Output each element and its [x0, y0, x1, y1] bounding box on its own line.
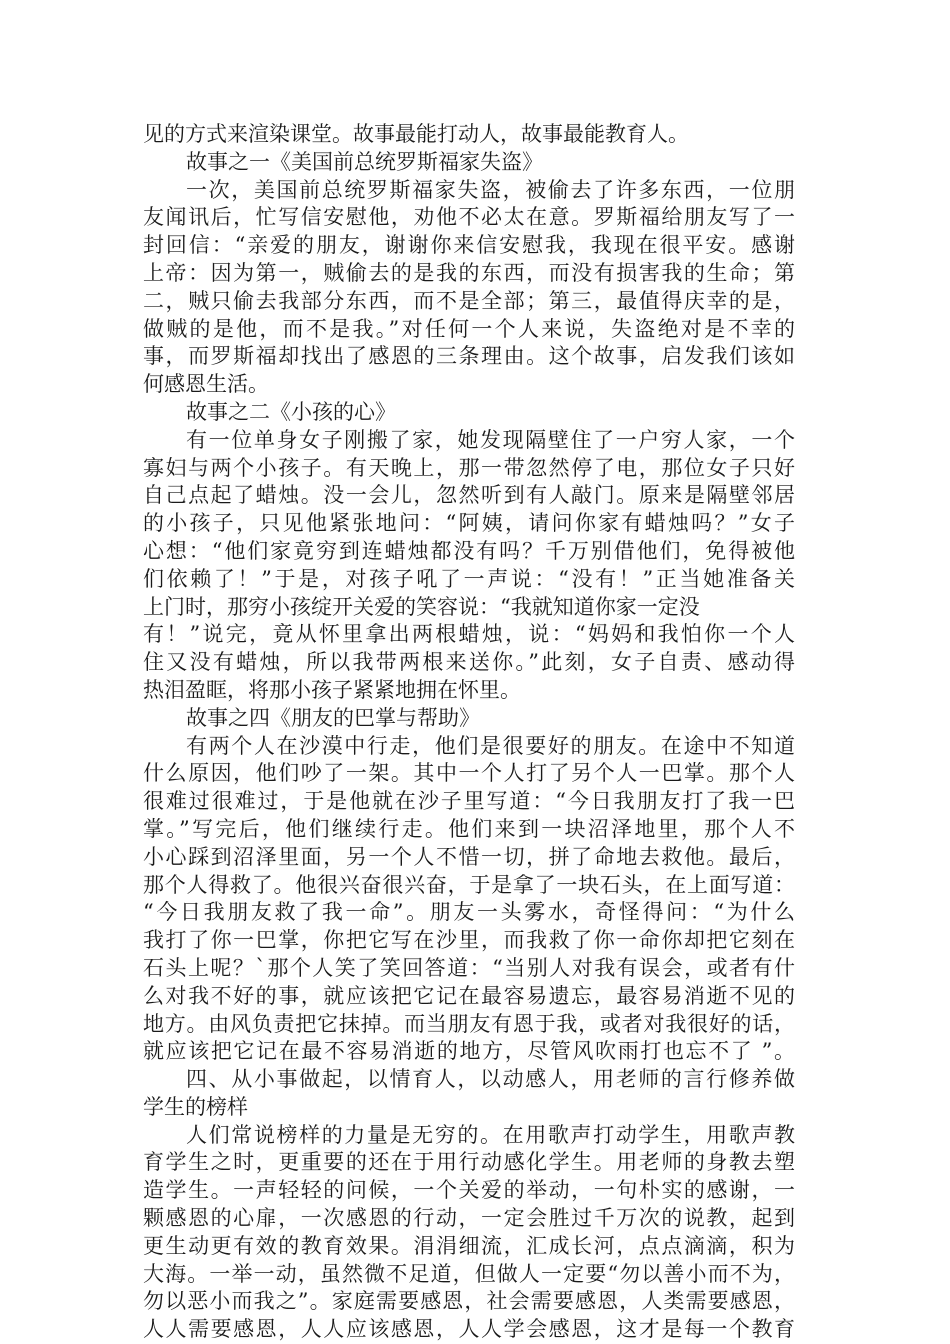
text-line: 人人需要感恩，人人应该感恩，人人学会感恩，这才是每一个教育: [143, 1317, 795, 1342]
text-line: 四、从小事做起，以情育人，以动感人，用老师的言行修养做: [186, 1067, 795, 1092]
text-line: 学生的榜样: [143, 1094, 248, 1119]
text-line: 么对我不好的事，就应该把它记在最容易遗忘，最容易消逝不见的: [143, 983, 795, 1008]
body-text: [143, 121, 795, 1344]
text-line: 心想：“他们家竟穷到连蜡烛都没有吗？千万别借他们，免得被他: [143, 538, 795, 563]
text-line: 寡妇与两个小孩子。有天晚上，那一带忽然停了电，那位女子只好: [143, 455, 795, 480]
text-line: 育学生之时，更重要的还在于用行动感化学生。用老师的身教去塑: [143, 1150, 795, 1175]
text-line: 有！”说完，竟从怀里拿出两根蜡烛，说：“妈妈和我怕你一个人: [143, 622, 795, 647]
text-line: 友闻讯后，忙写信安慰他，劝他不必太在意。罗斯福给朋友写了一: [143, 205, 795, 230]
text-line: 大海。一举一动，虽然微不足道，但做人一定要“勿以善小而不为，: [143, 1261, 795, 1286]
text-line: 有两个人在沙漠中行走，他们是很要好的朋友。在途中不知道: [186, 733, 795, 758]
text-line: 的小孩子，只见他紧张地问：“阿姨，请问你家有蜡烛吗？”女子: [143, 511, 795, 536]
text-line: 那个人得救了。他很兴奋很兴奋，于是拿了一块石头，在上面写道：: [143, 872, 795, 897]
text-line: 很难过很难过，于是他就在沙子里写道：“今日我朋友打了我一巴: [143, 789, 795, 814]
text-line: 石头上呢？`那个人笑了笑回答道：“当别人对我有误会，或者有什: [143, 955, 795, 980]
text-line: 有一位单身女子刚搬了家，她发现隔壁住了一户穷人家，一个: [186, 427, 795, 452]
text-line: 地方。由风负责把它抹掉。而当朋友有恩于我，或者对我很好的话，: [143, 1011, 795, 1036]
text-line: 故事之一《美国前总统罗斯福家失盗》: [186, 149, 543, 174]
text-line: 故事之四《朋友的巴掌与帮助》: [186, 705, 480, 730]
text-line: 小心踩到沼泽里面，另一个人不惜一切，拼了命地去救他。最后，: [143, 844, 795, 869]
text-line: 就应该把它记在最不容易消逝的地方，尽管风吹雨打也忘不了 ”。: [143, 1039, 795, 1064]
text-line: 掌。”写完后，他们继续行走。他们来到一块沼泽地里，那个人不: [143, 816, 795, 841]
text-line: “今日我朋友救了我一命”。朋友一头雾水，奇怪得问：“为什么: [143, 900, 795, 925]
text-line: 我打了你一巴掌，你把它写在沙里，而我救了你一命你却把它刻在: [143, 928, 795, 953]
text-line: 颗感恩的心扉，一次感恩的行动，一定会胜过千万次的说教，起到: [143, 1206, 795, 1231]
text-line: 热泪盈眶，将那小孩子紧紧地拥在怀里。: [143, 677, 521, 702]
text-line: 更生动更有效的教育效果。涓涓细流，汇成长河，点点滴滴，积为: [143, 1233, 795, 1258]
text-line: 何感恩生活。: [143, 372, 269, 397]
text-line: 封回信：“亲爱的朋友，谢谢你来信安慰我，我现在很平安。感谢: [143, 233, 795, 258]
text-line: 做贼的是他，而不是我。”对任何一个人来说，失盗绝对是不幸的: [143, 316, 795, 341]
text-line: 见的方式来渲染课堂。故事最能打动人，故事最能教育人。: [143, 122, 689, 146]
text-line: 什么原因，他们吵了一架。其中一个人打了另个人一巴掌。那个人: [143, 761, 795, 786]
text-line: 上帝：因为第一，贼偷去的是我的东西，而没有损害我的生命；第: [143, 260, 795, 285]
text-line: 二，贼只偷去我部分东西，而不是全部；第三，最值得庆幸的是，: [143, 288, 795, 313]
text-line: 住又没有蜡烛，所以我带两根来送你。”此刻，女子自责、感动得: [143, 650, 795, 675]
text-line: 自己点起了蜡烛。没一会儿，忽然听到有人敲门。原来是隔壁邻居: [143, 483, 795, 508]
text-line: 们依赖了！”于是，对孩子吼了一声说：“没有！”正当她准备关: [143, 566, 795, 591]
text-line: 造学生。一声轻轻的问候，一个关爱的举动，一句朴实的感谢，一: [143, 1178, 795, 1203]
text-line: 人们常说榜样的力量是无穷的。在用歌声打动学生，用歌声教: [186, 1122, 795, 1147]
text-line: 勿以恶小而我之”。家庭需要感恩，社会需要感恩，人类需要感恩，: [143, 1289, 795, 1314]
text-line: 一次，美国前总统罗斯福家失盗，被偷去了许多东西，一位朋: [186, 177, 795, 202]
text-line: 上门时，那穷小孩绽开关爱的笑容说：“我就知道你家一定没: [143, 594, 700, 619]
text-line: 故事之二《小孩的心》: [186, 399, 396, 424]
text-line: 事，而罗斯福却找出了感恩的三条理由。这个故事，启发我们该如: [143, 344, 795, 369]
